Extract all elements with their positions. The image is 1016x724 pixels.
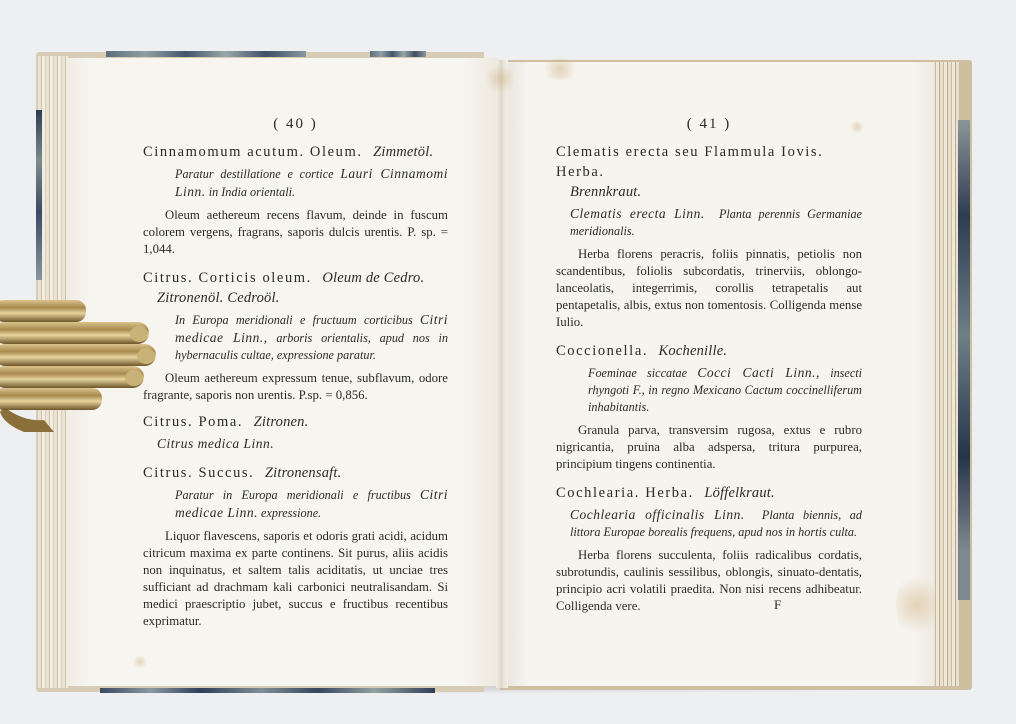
signature-mark: F <box>774 597 782 612</box>
entry-source: Citrus medica Linn. <box>157 436 275 451</box>
entry-heading: Cinnamomum acutum. Oleum. Zimmetöl. <box>143 144 434 160</box>
foxing-stain <box>540 58 580 80</box>
marbled-cover-left <box>36 110 42 280</box>
entry-description: Herba florens succulenta, foliis radicalibus cordatis, subrotundis, caulinis sessilibus, oblongis, sinuato-dentatis, principio acri volatili praedita. Non nisi recens adhibeatur. Colligenda vere. <box>556 548 862 613</box>
marbled-edge-bottom <box>100 688 435 693</box>
entry-description: Liquor flavescens, saporis et odoris grati acidi, acidum citricum maxima ex parte continens. Sit purus, aliis acidis non inquinatus, et saltem talis aciditatis, ut unciae tres sufficiant ad drachmam kali carbonici neutralisandam. Si medici praescriptio jubet, succus e fructibus recentibus exprimatur. <box>143 529 448 628</box>
entry-source: Paratur destillatione e cortice Lauri Cinnamomi Linn. in India orientali. <box>175 166 448 199</box>
book-gutter <box>496 60 508 688</box>
foxing-stain <box>485 64 515 94</box>
entry-description: Oleum aethereum expressum tenue, subflavum, odore fragrante, saporis non urentis. P.sp. = 0,856. <box>143 371 448 402</box>
page-number: ( 40 ) <box>273 116 318 132</box>
brass-hand-clip-icon <box>0 292 159 432</box>
left-page-text <box>143 116 448 640</box>
entry-clematis <box>556 142 862 331</box>
entry-heading: Coccionella. Kochenille. <box>556 343 728 359</box>
entry-heading: Cochlearia. Herba. Löffelkraut. <box>556 485 775 501</box>
entry-source: Foeminae siccatae Cocci Cacti Linn., insecti rhyngoti F., in regno Mexicano Cactum coccinelliferum inhabitantis. <box>588 365 863 414</box>
entry-source: Clematis erecta Linn. Planta perennis Germaniae meridionalis. <box>570 206 862 238</box>
entry-citrus-succus <box>143 463 448 630</box>
right-page-block-edge <box>932 62 960 686</box>
entry-cinnamomum <box>143 142 448 258</box>
entry-source: Paratur in Europa meridionali e fructibus Citri medicae Linn. expressione. <box>175 487 448 520</box>
page-number: ( 41 ) <box>686 116 732 132</box>
marbled-edge-top-2 <box>370 51 426 57</box>
entry-description: Herba florens peracris, foliis pinnatis, petiolis non scandentibus, foliolis subcordatis, trinerviis, oblongo-lanceolatis, integerrimis, corollis tetrapetalis aut pentapetalis, albis, extus non tomentosis. Colligenda mense Iulio. <box>556 247 862 329</box>
entry-cochlearia <box>556 483 862 615</box>
foxing-stain <box>132 656 148 668</box>
marbled-cover-right <box>958 120 970 600</box>
right-page-text <box>556 116 862 625</box>
entry-description: Granula parva, transversim rugosa, extus e rubro nigricantia, pruina alba adspersa, tritura purpurea, principium tingens continentia. <box>556 423 862 471</box>
entry-heading: Clematis erecta seu Flammula Iovis. Herba. Brennkraut. <box>556 144 824 200</box>
marbled-edge-top <box>106 51 306 57</box>
entry-source: In Europa meridionali e fructuum corticibus Citri medicae Linn., arboris orientalis, apud nos in hybernaculis cultae, expressione paratur. <box>175 312 449 362</box>
foxing-stain <box>896 570 936 640</box>
entry-coccionella <box>556 341 862 473</box>
entry-citrus-corticis-oleum <box>143 268 448 404</box>
entry-description: Oleum aethereum recens flavum, deinde in fuscum colorem vergens, fragrans, saporis dulcis urentis. P. sp. = 1,044. <box>143 208 448 256</box>
entry-heading: Citrus. Succus. Zitronensaft. <box>143 465 342 481</box>
entry-heading: Citrus. Corticis oleum. Oleum de Cedro. Zitronenöl. Cedroöl. <box>143 270 425 306</box>
entry-heading: Citrus. Poma. Zitronen. <box>143 414 309 430</box>
entry-source: Cochlearia officinalis Linn. Planta biennis, ad littora Europae borealis frequens, apud nos in hortis culta. <box>570 507 862 539</box>
entry-citrus-poma <box>143 412 448 453</box>
